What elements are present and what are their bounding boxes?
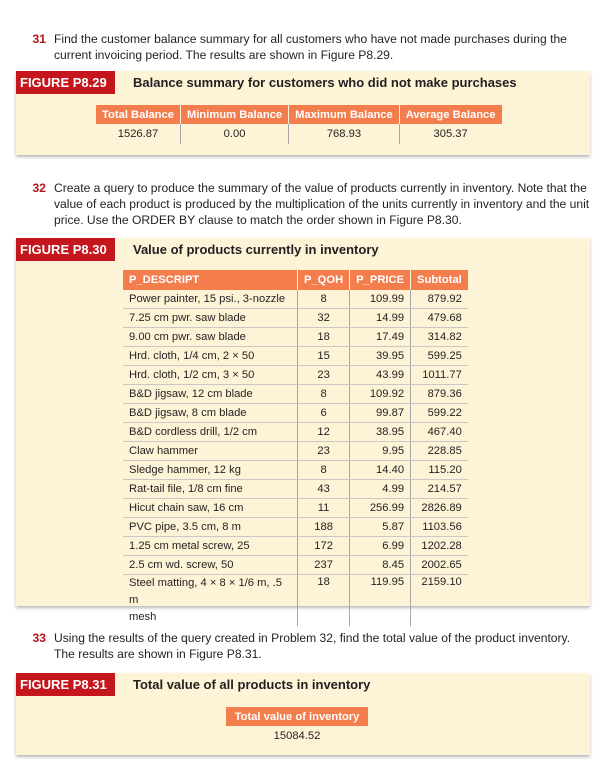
table-cell: 2159.10 xyxy=(421,576,462,588)
column-header: Total value of inventory xyxy=(226,707,368,726)
figure-title: Balance summary for customers who did not make purchases xyxy=(133,75,517,90)
inventory-value-table xyxy=(123,270,468,626)
table-row xyxy=(123,575,468,627)
table-row xyxy=(123,404,468,423)
table-cell: 18 xyxy=(298,575,350,627)
table-cell: 43 xyxy=(298,480,350,499)
table-cell: Power painter, 15 psi., 3-nozzle xyxy=(123,290,298,309)
table-cell: 39.95 xyxy=(350,347,411,366)
table-cell: 7.25 cm pwr. saw blade xyxy=(123,309,298,328)
table-cell: 32 xyxy=(298,309,350,328)
table-cell: 305.37 xyxy=(433,128,468,140)
table-cell: 599.25 xyxy=(411,347,468,366)
figure-title: Value of products currently in inventory xyxy=(133,242,379,257)
problem-text: Find the customer balance summary for all customers who have not made purchases during the current invoicing period. The results are shown in Figure P8.29. xyxy=(54,32,567,62)
table-cell: B&D jigsaw, 12 cm blade xyxy=(123,385,298,404)
table-cell: 14.40 xyxy=(350,461,411,480)
table-row xyxy=(123,499,468,518)
column-header: P_QOH xyxy=(298,270,350,290)
table-row xyxy=(123,347,468,366)
table-cell: 467.40 xyxy=(411,423,468,442)
table-cell: 99.87 xyxy=(350,404,411,423)
table-cell: 17.49 xyxy=(350,328,411,347)
table-cell: 23 xyxy=(298,442,350,461)
table-cell: 237 xyxy=(298,556,350,575)
cell-line: mesh xyxy=(129,611,157,623)
table-cell: 115.20 xyxy=(411,461,468,480)
table-row xyxy=(123,366,468,385)
column-header: Total Balance xyxy=(96,105,181,124)
table-row xyxy=(123,328,468,347)
table-cell: 256.99 xyxy=(350,499,411,518)
table-cell: 1202.28 xyxy=(411,537,468,556)
table-cell: PVC pipe, 3.5 cm, 8 m xyxy=(123,518,298,537)
figure-p8-30 xyxy=(16,238,590,623)
table-cell: 18 xyxy=(298,328,350,347)
table-cell: 9.95 xyxy=(350,442,411,461)
table-row xyxy=(123,556,468,575)
table-cell: Hrd. cloth, 1/2 cm, 3 × 50 xyxy=(123,366,298,385)
table-cell: 109.92 xyxy=(350,385,411,404)
table-cell: 214.57 xyxy=(411,480,468,499)
table-cell: 23 xyxy=(298,366,350,385)
table-cell: 2002.65 xyxy=(411,556,468,575)
table-row xyxy=(123,309,468,328)
problem-text: Using the results of the query created in Problem 32, find the total value of the product inventory. The results are shown in Figure P8.31. xyxy=(54,631,571,661)
table-cell: 6.99 xyxy=(350,537,411,556)
table-cell: 172 xyxy=(298,537,350,556)
table-cell: 38.95 xyxy=(350,423,411,442)
table-cell xyxy=(123,575,298,627)
table-cell: 9.00 cm pwr. saw blade xyxy=(123,328,298,347)
column-header: Average Balance xyxy=(399,105,501,124)
table-row xyxy=(123,461,468,480)
table-cell: 119.95 xyxy=(350,575,411,627)
table-cell: 2.5 cm wd. screw, 50 xyxy=(123,556,298,575)
column-header: Minimum Balance xyxy=(181,105,289,124)
problem-32 xyxy=(20,180,590,228)
table-cell: B&D jigsaw, 8 cm blade xyxy=(123,404,298,423)
table-cell: 314.82 xyxy=(411,328,468,347)
table-cell: Hrd. cloth, 1/4 cm, 2 × 50 xyxy=(123,347,298,366)
table-row xyxy=(123,537,468,556)
table-cell: 479.68 xyxy=(411,309,468,328)
table-cell: 188 xyxy=(298,518,350,537)
table-cell: 109.99 xyxy=(350,290,411,309)
problem-number: 32 xyxy=(32,181,46,195)
column-header: P_DESCRIPT xyxy=(123,270,298,290)
table-row xyxy=(123,423,468,442)
problem-number: 33 xyxy=(32,631,46,645)
table-cell: 8 xyxy=(298,290,350,309)
figure-header xyxy=(16,71,590,94)
table-cell: 1.25 cm metal screw, 25 xyxy=(123,537,298,556)
table-row xyxy=(226,726,368,745)
table-header-row xyxy=(226,707,368,726)
table-body xyxy=(123,290,468,626)
table-cell: 5.87 xyxy=(350,518,411,537)
table-cell: Claw hammer xyxy=(123,442,298,461)
figure-p8-31 xyxy=(16,673,590,755)
inventory-total-table xyxy=(226,707,368,745)
table-cell: Hicut chain saw, 16 cm xyxy=(123,499,298,518)
figure-header xyxy=(16,238,590,261)
table-header-row xyxy=(96,105,502,124)
table-cell: 1011.77 xyxy=(411,366,468,385)
table-cell: Rat-tail file, 1/8 cm fine xyxy=(123,480,298,499)
table-cell: 15084.52 xyxy=(273,729,321,742)
table-row xyxy=(123,480,468,499)
table-row xyxy=(96,124,502,144)
problem-33 xyxy=(20,630,590,662)
table-cell: 0.00 xyxy=(181,124,289,144)
table-cell: Sledge hammer, 12 kg xyxy=(123,461,298,480)
table-cell: 12 xyxy=(298,423,350,442)
table-row xyxy=(123,518,468,537)
figure-label: FIGURE P8.30 xyxy=(16,238,115,261)
table-cell: 11 xyxy=(298,499,350,518)
figure-p8-29 xyxy=(16,71,590,155)
table-row xyxy=(123,385,468,404)
table-cell: 1103.56 xyxy=(411,518,468,537)
column-header: Subtotal xyxy=(411,270,468,290)
table-cell: B&D cordless drill, 1/2 cm xyxy=(123,423,298,442)
problem-number: 31 xyxy=(32,32,46,46)
balance-summary-table xyxy=(96,105,502,144)
table-cell: 8.45 xyxy=(350,556,411,575)
table-row xyxy=(123,442,468,461)
table-cell: 2826.89 xyxy=(411,499,468,518)
table-cell: 4.99 xyxy=(350,480,411,499)
table-cell: 8 xyxy=(298,385,350,404)
table-cell: 228.85 xyxy=(411,442,468,461)
figure-title: Total value of all products in inventory xyxy=(133,677,371,692)
table-cell: 6 xyxy=(298,404,350,423)
problem-text: Create a query to produce the summary of the value of products currently in inventory. Note that the value of each product is produced by the multiplication of the units currently in inventory and the unit price. Use the ORDER BY clause to match the order shown in Figure P8.30. xyxy=(54,181,590,227)
table-cell: 1526.87 xyxy=(96,124,181,144)
table-row xyxy=(123,290,468,309)
table-cell: 879.36 xyxy=(411,385,468,404)
problem-31 xyxy=(20,31,590,63)
figure-header xyxy=(16,673,590,696)
figure-label: FIGURE P8.29 xyxy=(16,71,115,94)
table-cell: 879.92 xyxy=(411,290,468,309)
table-header-row xyxy=(123,270,468,290)
table-cell: 43.99 xyxy=(350,366,411,385)
table-cell: 768.93 xyxy=(289,124,400,144)
column-header: Maximum Balance xyxy=(289,105,400,124)
cell-line: Steel matting, 4 × 8 × 1/6 m, .5 m xyxy=(129,577,282,606)
table-cell: 8 xyxy=(298,461,350,480)
table-cell: 14.99 xyxy=(350,309,411,328)
column-header: P_PRICE xyxy=(350,270,411,290)
figure-label: FIGURE P8.31 xyxy=(16,673,115,696)
table-cell: 599.22 xyxy=(411,404,468,423)
table-cell: 15 xyxy=(298,347,350,366)
